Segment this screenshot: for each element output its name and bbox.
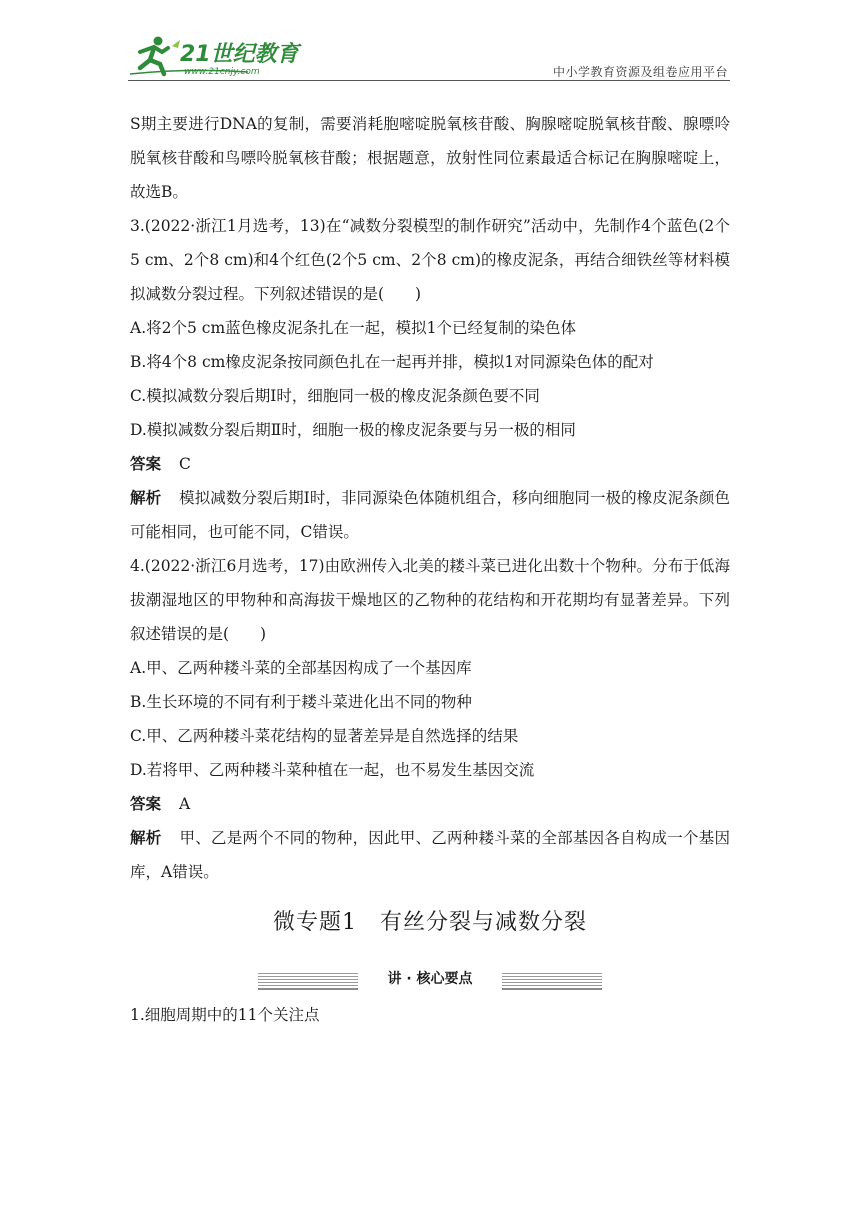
subpoint-heading: 1.细胞周期中的11个关注点 [130,1006,320,1024]
answer-value: C [179,455,191,473]
question-4-answer [130,787,730,821]
answer-label: 答案 [130,455,162,473]
question-3-explanation [130,481,730,549]
question-3-option-c: C.模拟减数分裂后期Ⅰ时，细胞同一极的橡皮泥条颜色要不同 [130,387,540,405]
explanation-label: 解析 [130,829,162,847]
question-3-answer [130,447,730,481]
site-logo [128,34,308,78]
answer-label: 答案 [130,795,162,813]
core-points-banner [258,968,602,992]
banner-label: 讲 · 核心要点 [358,968,502,990]
question-3-option-a: A.将2个5 cm蓝色橡皮泥条扎在一起，模拟1个已经复制的染色体 [130,319,577,337]
svg-text:21世纪教育: 21世纪教育 [180,42,299,67]
question-3-option-b: B.将4个8 cm橡皮泥条按同颜色扎在一起再并排，模拟1对同源染色体的配对 [130,353,654,371]
question-4-explanation [130,821,730,889]
question-4-stem: 4.(2022·浙江6月选考，17)由欧洲传入北美的耧斗菜已进化出数十个物种。分布于低海拔潮湿地区的甲物种和高海拔干燥地区的乙物种的花结构和开花期均有显著差异。下列叙述错误的是( ) [130,557,730,643]
explanation-text: 模拟减数分裂后期Ⅰ时，非同源染色体随机组合，移向细胞同一极的橡皮泥条颜色可能相同，也可能不同，C错误。 [130,489,730,541]
explanation-label: 解析 [130,489,162,507]
question-3-stem: 3.(2022·浙江1月选考，13)在“减数分裂模型的制作研究”活动中，先制作4个蓝色(2个5 cm、2个8 cm)和4个红色(2个5 cm、2个8 cm)的橡皮泥条，再结合细铁丝等材料模拟减数分裂过程。下列叙述错误的是( ) [130,217,730,303]
main-content [130,107,730,889]
runner-logo-icon [128,34,308,78]
question-4-option-a: A.甲、乙两种耧斗菜的全部基因构成了一个基因库 [130,659,472,677]
explanation-text: 甲、乙是两个不同的物种，因此甲、乙两种耧斗菜的全部基因各自构成一个基因库，A错误。 [130,829,730,881]
question-4-option-b: B.生长环境的不同有利于耧斗菜进化出不同的物种 [130,693,472,711]
site-name: 中小学教育资源及组卷应用平台 [552,65,728,79]
banner-stripe-left [258,972,363,986]
banner-stripe-right [497,972,602,986]
page-header [128,34,730,82]
svg-text:www.21cnjy.com: www.21cnjy.com [184,67,260,77]
question-4-option-d: D.若将甲、乙两种耧斗菜种植在一起，也不易发生基因交流 [130,761,535,779]
intro-paragraph: S期主要进行DNA的复制，需要消耗胞嘧啶脱氧核苷酸、胸腺嘧啶脱氧核苷酸、腺嘌呤脱氧核苷酸和鸟嘌呤脱氧核苷酸；根据题意，放射性同位素最适合标记在胸腺嘧啶上，故选B。 [130,115,730,201]
question-4-option-c: C.甲、乙两种耧斗菜花结构的显著差异是自然选择的结果 [130,727,519,745]
section-title: 微专题1 有丝分裂与减数分裂 [273,910,587,935]
question-3-option-d: D.模拟减数分裂后期Ⅱ时，细胞一极的橡皮泥条要与另一极的相同 [130,421,576,439]
header-divider [128,80,730,81]
answer-value: A [179,795,191,813]
